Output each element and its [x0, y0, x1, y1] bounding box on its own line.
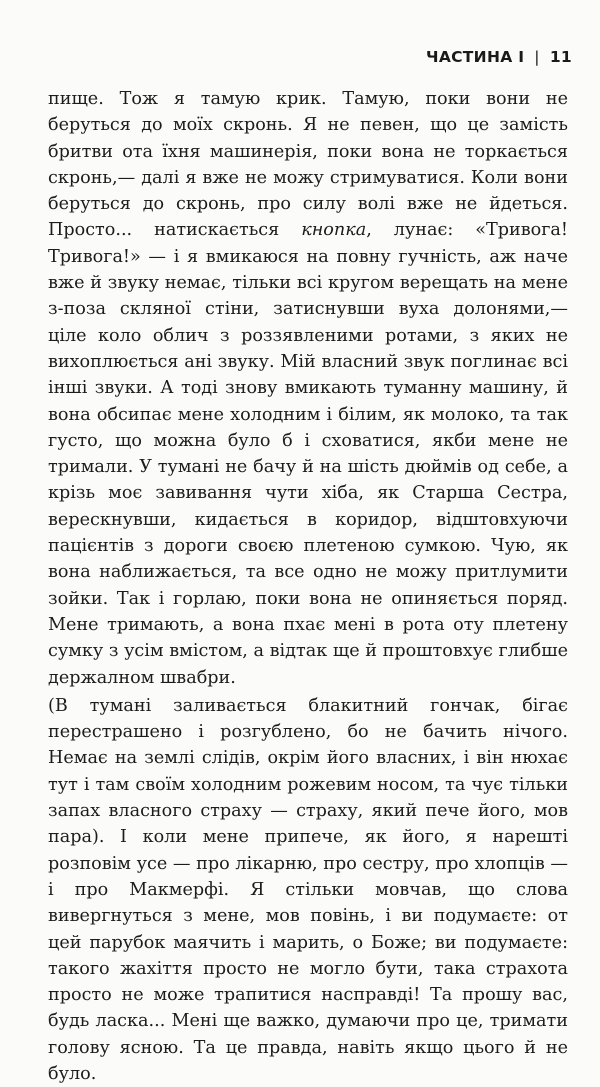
page-number: 11	[549, 48, 572, 66]
emphasis-word: кнопка	[301, 220, 367, 241]
paragraph-1-before: пище. Тож я тамую крик. Тамую, поки вони не беруться до моїх скронь. Я не певен, що це замість бритви ота їхня машинерія, поки вона не торкається скронь,— далі я вже не можу стримуватися. Коли вони беруться до скронь, про силу волі вже не йдеться. Просто... натискається	[48, 89, 568, 241]
part-title: ЧАСТИНА І	[426, 48, 525, 66]
paragraph-1-after: , лунає: «Тривога! Тривога!» — і я вмикаюся на повну гучність, аж наче вже й звуку немає, тільки всі кругом верещать на мене з-поза скляної стіни, затиснувши вуха долонями,— ціле коло облич з роззявленими ротами, з яких не вихоплюється ані звуку. Мій власний звук поглинає всі інші звуки. А тоді знову вмикають туманну машину, й вона обсипає мене холодним і білим, як молоко, та так густо, що можна було б і сховатися, якби мене не тримали. У тумані не бачу й на шість дюймів од себе, а крізь моє завивання чути хіба, як Старша Сестра, верескнувши, кидається в коридор, відштовхуючи пацієнтів з дороги своєю плетеною сумкою. Чую, як вона наближається, та все одно не можу притлумити зойки. Так і горлаю, поки вона не опиняється поряд. Мене тримають, а вона пхає мені в рота оту плетену сумку з усім вмістом, а відтак ще й проштовхує глибше держалном швабри.	[48, 220, 568, 688]
paragraph-2: (В тумані заливається блакитний гончак, бігає перестрашено і розгублено, бо не бачить нічого. Немає на землі слідів, окрім його власних, і він нюхає тут і там своїм холодним рожевим носом, та чує тільки запах власного страху — страху, який пече його, мов пара). І коли мене припече, як його, я нарешті розповім усе — про лікарню, про сестру, про хлопців — і про Макмерфі. Я стільки мовчав, що слова вивергнуться з мене, мов повінь, і ви подумаєте: от цей парубок маячить і марить, о Боже; ви подумаєте: такого жахіття просто не могло бути, така страхота просто не може трапитися насправді! Та прошу вас, будь ласка... Мені ще важко, думаючи про це, тримати голову ясною. Та це правда, навіть якщо цього й не було.	[48, 695, 568, 1084]
paragraph-1	[48, 86, 568, 691]
header-separator: |	[534, 48, 540, 66]
body-text	[48, 86, 568, 1087]
running-header	[426, 48, 572, 66]
